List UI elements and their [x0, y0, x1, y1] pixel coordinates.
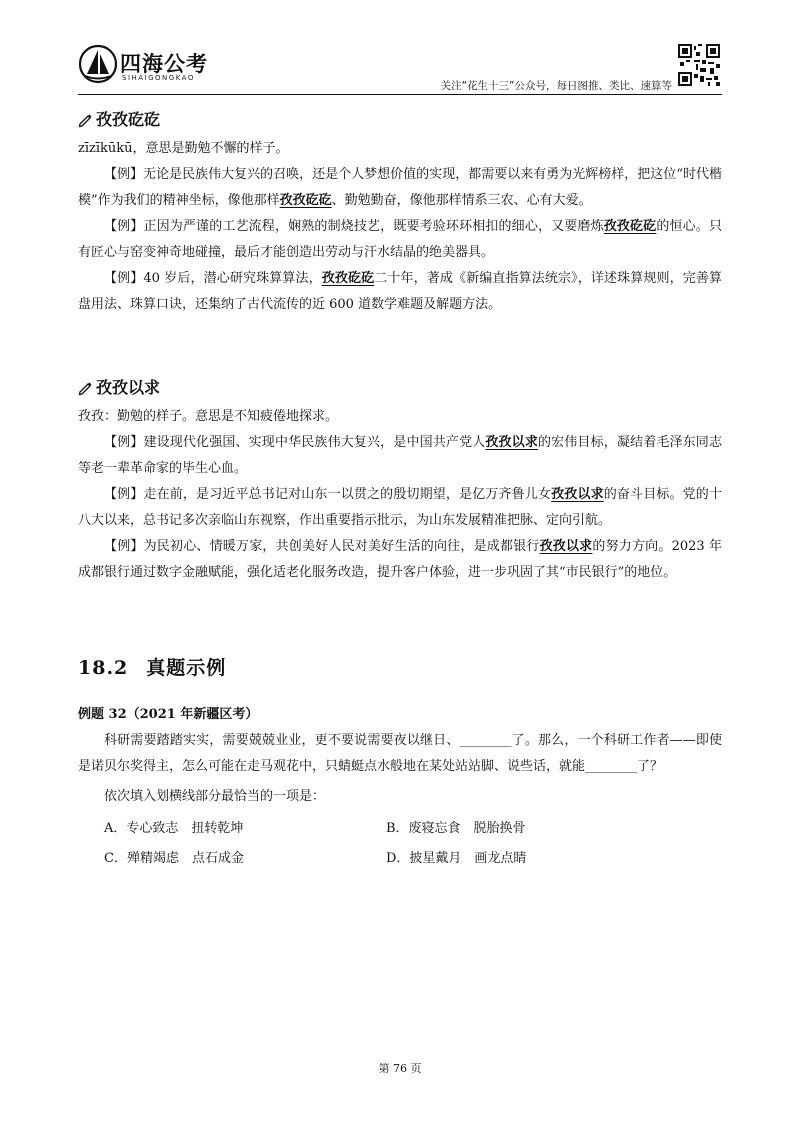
spacer	[78, 318, 722, 372]
page-number: 第 76 页	[378, 1062, 422, 1075]
example-text: 的宏伟目标，凝结着毛泽东同志等老一辈革命家的毕生心血。	[78, 435, 722, 476]
answer-options	[78, 814, 722, 874]
entry-heading	[78, 372, 722, 404]
highlighted-term: 孜孜矻矻	[279, 193, 332, 208]
example-text: 走在前，是习近平总书记对山东一以贯之的殷切期望，是亿万齐鲁儿女	[143, 487, 552, 502]
brand-name-latin: SIHAIGONGKAO	[122, 74, 195, 82]
example-text: 建设现代化强国、实现中华民族伟大复兴，是中国共产党人	[143, 435, 486, 450]
highlighted-term: 孜孜矻矻	[321, 271, 375, 286]
example-text: 的恒心。只有匠心与窑变神奇地碰撞，最后才能创造出劳动与汗水结晶的绝美器具。	[78, 219, 722, 260]
example-tag: 【例】	[104, 167, 144, 182]
entry-meaning: zīzīkūkū，意思是勤勉不懈的样子。	[78, 141, 289, 156]
section-title: 真题示例	[146, 657, 227, 679]
entry-heading	[78, 104, 722, 136]
example-text: 正因为严谨的工艺流程，娴熟的制烧技艺，既要考验环环相扣的细心，又要磨炼	[143, 219, 604, 234]
example-text: 的奋斗目标。党的十八大以来，总书记多次亲临山东视察，作出重要指示批示，为山东发展精准把脉、定向引航。	[78, 487, 722, 528]
example-paragraph	[78, 534, 722, 586]
entry-meaning: 孜孜：勤勉的样子。意思是不知疲倦地探求。	[78, 409, 339, 424]
highlighted-term: 孜孜矻矻	[603, 219, 657, 234]
entry-title: 孜孜矻矻	[96, 110, 161, 129]
example-tag: 【例】	[104, 539, 144, 554]
entry-title: 孜孜以求	[96, 378, 161, 397]
qr-code-icon	[678, 44, 720, 86]
example-text: 为民初心、情暖万家，共创美好人民对美好生活的向往，是成都银行	[143, 539, 540, 554]
example-paragraph	[78, 430, 722, 482]
example-tag: 【例】	[104, 435, 144, 450]
option-d: D．披星戴月 画龙点睛	[386, 851, 527, 866]
brand-name: 四海公考	[120, 52, 208, 76]
example-text: 40 岁后，潜心研究珠算算法，	[143, 271, 322, 286]
question-prompt: 依次填入划横线部分最恰当的一项是：	[104, 789, 326, 804]
page-content	[78, 104, 722, 874]
highlighted-term: 孜孜以求	[485, 435, 538, 450]
page-header	[0, 0, 800, 100]
example-text: 二十年，著成《新编直指算法统宗》，详述珠算规则，完善算盘用法、珠算口诀，还集纳了古代流传的近 600 道数学难题及解题方法。	[78, 271, 722, 312]
sailboat-logo-icon	[78, 44, 118, 84]
highlighted-term: 孜孜以求	[551, 487, 604, 502]
example-tag: 【例】	[104, 219, 144, 234]
brand-logo	[78, 44, 228, 92]
option-c: C．殚精竭虑 点石成金	[104, 851, 244, 866]
header-divider	[78, 94, 722, 95]
option-b: B．废寝忘食 脱胎换骨	[386, 821, 526, 836]
section-heading	[78, 648, 722, 688]
example-tag: 【例】	[104, 271, 144, 286]
example-text: 、勤勉勤奋，像他那样情系三农、心有大爱。	[331, 193, 592, 208]
pencil-icon	[78, 380, 94, 396]
option-a: A．专心致志 扭转乾坤	[104, 821, 244, 836]
question-heading: 例题 32（2021 年新疆区考）	[78, 707, 259, 722]
section-number: 18.2	[78, 657, 129, 679]
example-paragraph	[78, 162, 722, 214]
question-stem: 科研需要踏踏实实，需要兢兢业业，更不要说需要夜以继日、________了。那么，一个科研工作者——即使是诺贝尔奖得主，怎么可能在走马观花中，只蜻蜓点水般地在某处站站脚、说些话，就能________了？	[78, 733, 722, 774]
highlighted-term: 孜孜以求	[539, 539, 593, 554]
header-slogan: 关注“花生十三”公众号，每日图推、类比、速算等	[440, 80, 672, 92]
example-text: 无论是民族伟大复兴的召唤，还是个人梦想价值的实现，都需要以来有勇为光辉榜样，把这位“时代楷模”作为我们的精神坐标，像他那样	[78, 167, 722, 208]
example-paragraph	[78, 214, 722, 266]
example-paragraph	[78, 482, 722, 534]
example-text: 的努力方向。2023 年成都银行通过数字金融赋能，强化适老化服务改造，提升客户体验，进一步巩固了其“市民银行”的地位。	[78, 539, 722, 580]
example-tag: 【例】	[104, 487, 144, 502]
pencil-icon	[78, 112, 94, 128]
example-paragraph	[78, 266, 722, 318]
